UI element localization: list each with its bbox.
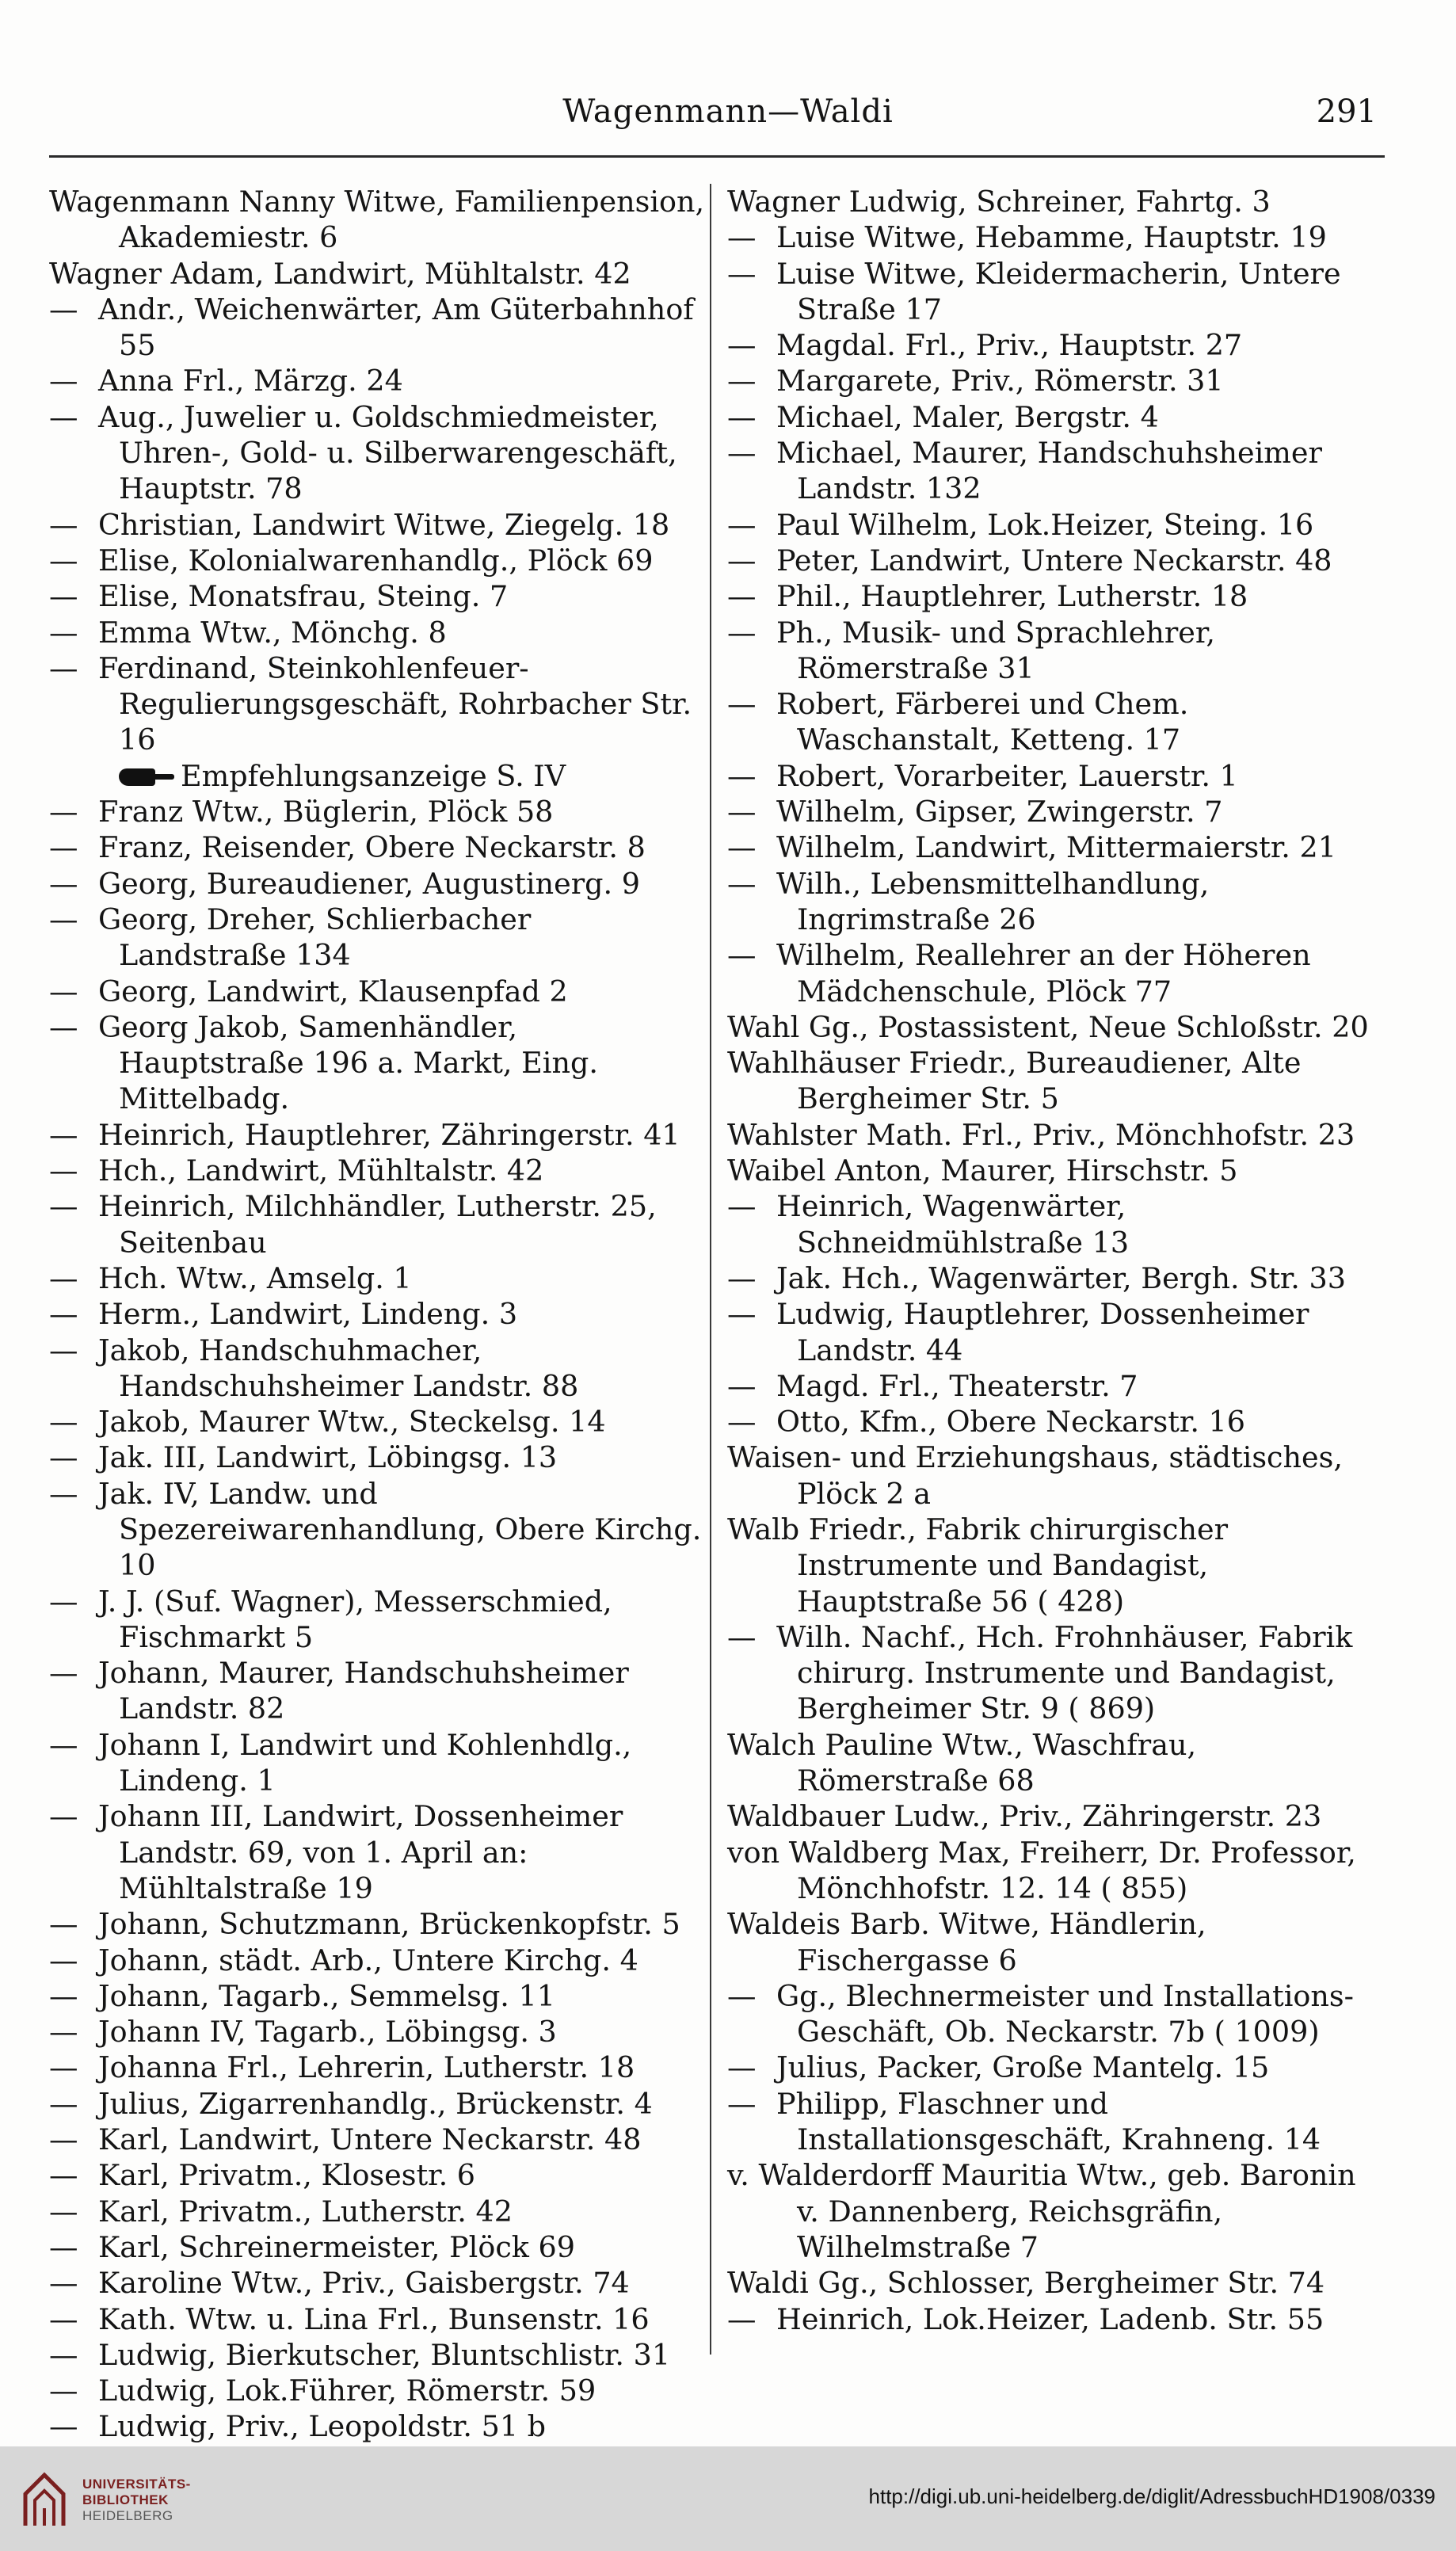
entry-text: Jak. IV, Landw. und Spezereiwarenhandlung, Obere Kirchg. 10 bbox=[98, 1476, 702, 1583]
directory-entry bbox=[727, 1978, 1385, 2050]
directory-entry bbox=[49, 1978, 707, 2014]
repeat-dash: — bbox=[49, 830, 78, 865]
directory-entry bbox=[49, 1906, 707, 1942]
directory-entry bbox=[49, 1655, 707, 1727]
repeat-dash: — bbox=[727, 220, 757, 255]
entry-text: Anna Frl., Märzg. 24 bbox=[98, 364, 403, 398]
repeat-dash: — bbox=[49, 2194, 78, 2229]
entry-text: Georg Jakob, Samenhändler, Hauptstraße 196 a. Markt, Eing. Mittelbadg. bbox=[98, 1009, 598, 1116]
library-logo-text bbox=[82, 2477, 191, 2524]
entry-text: Margarete, Priv., Römerstr. 31 bbox=[776, 364, 1224, 398]
directory-entry bbox=[727, 327, 1385, 363]
repeat-dash: — bbox=[727, 1405, 757, 1439]
entry-text: Jak. Hch., Wagenwärter, Bergh. Str. 33 bbox=[776, 1260, 1346, 1295]
directory-entry bbox=[727, 1296, 1385, 1368]
repeat-dash: — bbox=[49, 1476, 78, 1511]
repeat-dash: — bbox=[49, 2158, 78, 2193]
directory-entry bbox=[49, 794, 707, 829]
directory-entry bbox=[49, 507, 707, 543]
repeat-dash: — bbox=[727, 579, 757, 614]
directory-entry bbox=[49, 1727, 707, 1799]
repeat-dash: — bbox=[727, 2086, 757, 2121]
repeat-dash: — bbox=[49, 1799, 78, 1834]
directory-entry bbox=[49, 2301, 707, 2337]
directory-entry bbox=[49, 256, 707, 292]
entry-text: Michael, Maler, Bergstr. 4 bbox=[776, 399, 1159, 434]
repeat-dash: — bbox=[49, 2374, 78, 2408]
directory-entry bbox=[727, 1906, 1385, 1978]
entry-text: Karl, Landwirt, Untere Neckarstr. 48 bbox=[98, 2122, 642, 2157]
repeat-dash: — bbox=[727, 364, 757, 398]
entry-text: Heinrich, Lok.Heizer, Ladenb. Str. 55 bbox=[776, 2301, 1325, 2336]
directory-entry bbox=[49, 578, 707, 614]
entry-text: Christian, Landwirt Witwe, Ziegelg. 18 bbox=[98, 507, 670, 542]
repeat-dash: — bbox=[49, 292, 78, 326]
directory-entry bbox=[727, 578, 1385, 614]
repeat-dash: — bbox=[49, 2337, 78, 2372]
directory-entry bbox=[49, 1798, 707, 1906]
repeat-dash: — bbox=[49, 2301, 78, 2336]
entry-text: Gg., Blechnermeister und Installations-Geschäft, Ob. Neckarstr. 7b ( 1009) bbox=[776, 1978, 1354, 2050]
entry-text: Waisen- und Erziehungshaus, städtisches, Plöck 2 a bbox=[727, 1440, 1343, 1511]
repeat-dash: — bbox=[49, 1117, 78, 1152]
directory-entry bbox=[49, 1153, 707, 1188]
repeat-dash: — bbox=[727, 436, 757, 471]
directory-entry bbox=[49, 2229, 707, 2265]
entry-text: Michael, Maurer, Handschuhsheimer Landstr. 132 bbox=[776, 436, 1322, 506]
directory-entry bbox=[727, 1512, 1385, 1619]
directory-entry bbox=[49, 615, 707, 650]
logo-line-3: HEIDELBERG bbox=[82, 2508, 173, 2523]
repeat-dash: — bbox=[727, 866, 757, 901]
library-logo-icon bbox=[19, 2470, 70, 2530]
entry-text: Wagner Adam, Landwirt, Mühltalstr. 42 bbox=[49, 256, 631, 291]
logo-line-1: UNIVERSITÄTS- bbox=[82, 2477, 191, 2492]
reference-note bbox=[49, 758, 707, 794]
repeat-dash: — bbox=[727, 795, 757, 829]
repeat-dash: — bbox=[49, 2015, 78, 2050]
repeat-dash: — bbox=[49, 1584, 78, 1619]
repeat-dash: — bbox=[49, 1943, 78, 1977]
left-column bbox=[49, 184, 707, 2445]
repeat-dash: — bbox=[727, 399, 757, 434]
directory-entry bbox=[49, 2122, 707, 2157]
entry-text: Walb Friedr., Fabrik chirurgischer Instrumente und Bandagist, Hauptstraße 56 ( 428) bbox=[727, 1512, 1229, 1619]
directory-entry bbox=[49, 2337, 707, 2373]
entry-text: Julius, Packer, Große Mantelg. 15 bbox=[776, 2050, 1270, 2085]
directory-entry bbox=[49, 363, 707, 398]
entry-text: Hch. Wtw., Amselg. 1 bbox=[98, 1260, 412, 1295]
directory-entry bbox=[727, 2086, 1385, 2158]
entry-text: Robert, Färberei und Chem. Waschanstalt, Ketteng. 17 bbox=[776, 687, 1189, 757]
repeat-dash: — bbox=[727, 758, 757, 793]
directory-entry bbox=[49, 1943, 707, 1978]
entry-text: Johann, Maurer, Handschuhsheimer Landstr. 82 bbox=[98, 1656, 629, 1726]
entry-text: Phil., Hauptlehrer, Lutherstr. 18 bbox=[776, 579, 1248, 614]
entry-text: Franz Wtw., Büglerin, Plöck 58 bbox=[98, 795, 554, 829]
directory-entry bbox=[727, 1188, 1385, 1260]
repeat-dash: — bbox=[727, 507, 757, 542]
directory-entry bbox=[49, 2086, 707, 2122]
directory-entry bbox=[727, 1045, 1385, 1117]
directory-entry bbox=[49, 2157, 707, 2193]
entry-text: Aug., Juwelier u. Goldschmiedmeister, Uhren-, Gold- u. Silberwarengeschäft, Hauptstr. 78 bbox=[98, 399, 677, 506]
directory-entry bbox=[727, 2265, 1385, 2301]
directory-entry bbox=[727, 1835, 1385, 1907]
entry-text: Julius, Zigarrenhandlg., Brückenstr. 4 bbox=[98, 2086, 653, 2121]
directory-entry bbox=[49, 1188, 707, 1260]
entry-text: Wagenmann Nanny Witwe, Familienpension, Akademiestr. 6 bbox=[49, 185, 705, 255]
repeat-dash: — bbox=[49, 579, 78, 614]
directory-entry bbox=[49, 292, 707, 364]
entry-text: Franz, Reisender, Obere Neckarstr. 8 bbox=[98, 830, 646, 865]
directory-entry bbox=[727, 2157, 1385, 2265]
repeat-dash: — bbox=[49, 2122, 78, 2157]
directory-entry bbox=[727, 543, 1385, 578]
repeat-dash: — bbox=[49, 507, 78, 542]
entry-text: Wilhelm, Gipser, Zwingerstr. 7 bbox=[776, 795, 1223, 829]
footer-bar bbox=[0, 2446, 1456, 2551]
directory-entry bbox=[727, 507, 1385, 543]
entry-text: Wahl Gg., Postassistent, Neue Schloßstr. 20 bbox=[727, 1009, 1369, 1044]
directory-entry bbox=[49, 902, 707, 974]
entry-text: Waldi Gg., Schlosser, Bergheimer Str. 74 bbox=[727, 2266, 1325, 2301]
repeat-dash: — bbox=[49, 866, 78, 901]
directory-entry bbox=[49, 2408, 707, 2444]
entry-text: Ludwig, Lok.Führer, Römerstr. 59 bbox=[98, 2374, 597, 2408]
repeat-dash: — bbox=[727, 1260, 757, 1295]
repeat-dash: — bbox=[727, 1619, 757, 1654]
entry-text: Elise, Kolonialwarenhandlg., Plöck 69 bbox=[98, 543, 654, 578]
logo-line-2: BIBLIOTHEK bbox=[82, 2492, 169, 2507]
entry-text: v. Walderdorff Mauritia Wtw., geb. Baronin v. Dannenberg, Reichsgräfin, Wilhelmstraße 7 bbox=[727, 2158, 1356, 2264]
entry-text: Hch., Landwirt, Mühltalstr. 42 bbox=[98, 1153, 544, 1188]
entry-text: Johann IV, Tagarb., Löbingsg. 3 bbox=[98, 2015, 557, 2050]
directory-entry bbox=[727, 2301, 1385, 2337]
entry-text: Karl, Privatm., Lutherstr. 42 bbox=[98, 2194, 513, 2229]
repeat-dash: — bbox=[49, 1153, 78, 1188]
entry-text: Johann I, Landwirt und Kohlenhdlg., Lindeng. 1 bbox=[98, 1727, 632, 1798]
pointing-hand-icon bbox=[119, 764, 174, 789]
entry-text: Luise Witwe, Kleidermacherin, Untere Straße 17 bbox=[776, 256, 1341, 326]
entry-text: Herm., Landwirt, Lindeng. 3 bbox=[98, 1297, 518, 1332]
entry-text: Georg, Landwirt, Klausenpfad 2 bbox=[98, 974, 568, 1009]
entry-text: Jak. III, Landwirt, Löbingsg. 13 bbox=[98, 1440, 558, 1475]
directory-entry bbox=[49, 1296, 707, 1332]
entry-text: Wilh., Lebensmittelhandlung, Ingrimstraße 26 bbox=[776, 866, 1210, 936]
column-divider bbox=[710, 184, 711, 2355]
repeat-dash: — bbox=[49, 1978, 78, 2013]
repeat-dash: — bbox=[49, 1727, 78, 1762]
entry-text: Waldeis Barb. Witwe, Händlerin, Fischergasse 6 bbox=[727, 1907, 1206, 1977]
entry-text: Georg, Bureaudiener, Augustinerg. 9 bbox=[98, 866, 640, 901]
entry-text: Heinrich, Hauptlehrer, Zähringerstr. 41 bbox=[98, 1117, 680, 1152]
repeat-dash: — bbox=[49, 1333, 78, 1367]
repeat-dash: — bbox=[727, 543, 757, 578]
directory-entry bbox=[727, 399, 1385, 435]
directory-entry bbox=[49, 2373, 707, 2408]
entry-text: Elise, Monatsfrau, Steing. 7 bbox=[98, 579, 509, 614]
entry-text: Jakob, Handschuhmacher, Handschuhsheimer Landstr. 88 bbox=[98, 1333, 579, 1403]
entry-text: von Waldberg Max, Freiherr, Dr. Professor, Mönchhofstr. 12. 14 ( 855) bbox=[727, 1835, 1356, 1905]
repeat-dash: — bbox=[49, 795, 78, 829]
entry-text: Magd. Frl., Theaterstr. 7 bbox=[776, 1368, 1138, 1403]
repeat-dash: — bbox=[49, 2409, 78, 2444]
directory-entry bbox=[727, 758, 1385, 794]
directory-entry bbox=[727, 1117, 1385, 1153]
repeat-dash: — bbox=[727, 328, 757, 363]
repeat-dash: — bbox=[49, 650, 78, 685]
directory-entry bbox=[49, 1260, 707, 1296]
entry-text: Empfehlungsanzeige S. IV bbox=[181, 758, 566, 793]
entry-text: Luise Witwe, Hebamme, Hauptstr. 19 bbox=[776, 220, 1327, 255]
entry-text: Heinrich, Wagenwärter, Schneidmühlstraße 13 bbox=[776, 1189, 1130, 1260]
entry-text: Wilh. Nachf., Hch. Frohnhäuser, Fabrik chirurg. Instrumente und Bandagist, Bergheimer Str. 9 ( 869) bbox=[776, 1619, 1353, 1726]
repeat-dash: — bbox=[49, 364, 78, 398]
entry-text: Robert, Vorarbeiter, Lauerstr. 1 bbox=[776, 758, 1238, 793]
directory-entry bbox=[727, 184, 1385, 219]
directory-entry bbox=[727, 1727, 1385, 1799]
entry-text: Andr., Weichenwärter, Am Güterbahnhof 55 bbox=[98, 292, 694, 363]
entry-text: Wilhelm, Reallehrer an der Höheren Mädchenschule, Plöck 77 bbox=[776, 938, 1311, 1009]
entry-text: Wahlster Math. Frl., Priv., Mönchhofstr. 23 bbox=[727, 1117, 1355, 1152]
entry-text: J. J. (Suf. Wagner), Messerschmied, Fischmarkt 5 bbox=[98, 1584, 612, 1654]
directory-entry bbox=[727, 686, 1385, 758]
entry-text: Johann, städt. Arb., Untere Kirchg. 4 bbox=[98, 1943, 638, 1977]
directory-entry bbox=[727, 615, 1385, 687]
repeat-dash: — bbox=[727, 1978, 757, 2013]
directory-entry bbox=[727, 866, 1385, 938]
directory-entry bbox=[49, 650, 707, 758]
right-column bbox=[727, 184, 1385, 2337]
entry-text: Ferdinand, Steinkohlenfeuer-Regulierungsgeschäft, Rohrbacher Str. 16 bbox=[98, 650, 692, 757]
repeat-dash: — bbox=[727, 1368, 757, 1403]
entry-text: Philipp, Flaschner und Installationsgeschäft, Krahneng. 14 bbox=[776, 2086, 1321, 2157]
directory-entry bbox=[49, 2265, 707, 2301]
entry-text: Heinrich, Milchhändler, Lutherstr. 25, Seitenbau bbox=[98, 1189, 657, 1260]
repeat-dash: — bbox=[49, 2229, 78, 2264]
page-number: 291 bbox=[1316, 93, 1377, 130]
entry-text: Wagner Ludwig, Schreiner, Fahrtg. 3 bbox=[727, 185, 1271, 219]
repeat-dash: — bbox=[727, 2050, 757, 2085]
entry-text: Ludwig, Priv., Leopoldstr. 51 b bbox=[98, 2409, 547, 2444]
repeat-dash: — bbox=[727, 830, 757, 865]
repeat-dash: — bbox=[727, 1189, 757, 1224]
repeat-dash: — bbox=[49, 2086, 78, 2121]
directory-entry bbox=[727, 1009, 1385, 1045]
directory-entry bbox=[727, 1260, 1385, 1296]
entry-text: Karl, Privatm., Klosestr. 6 bbox=[98, 2158, 476, 2193]
source-url[interactable]: http://digi.ub.uni-heidelberg.de/diglit/AdressbuchHD1908/0339 bbox=[868, 2484, 1435, 2508]
directory-entry bbox=[727, 2050, 1385, 2085]
entry-text: Johanna Frl., Lehrerin, Lutherstr. 18 bbox=[98, 2050, 635, 2085]
entry-text: Johann, Schutzmann, Brückenkopfstr. 5 bbox=[98, 1907, 680, 1942]
repeat-dash: — bbox=[49, 1297, 78, 1332]
directory-entry bbox=[49, 399, 707, 507]
directory-entry bbox=[727, 1619, 1385, 1727]
repeat-dash: — bbox=[49, 1189, 78, 1224]
entry-text: Wahlhäuser Friedr., Bureaudiener, Alte Bergheimer Str. 5 bbox=[727, 1046, 1302, 1116]
entry-text: Johann III, Landwirt, Dossenheimer Landstr. 69, von 1. April an: Mühltalstraße 19 bbox=[98, 1799, 623, 1905]
repeat-dash: — bbox=[49, 615, 78, 650]
entry-text: Karoline Wtw., Priv., Gaisbergstr. 74 bbox=[98, 2266, 630, 2301]
repeat-dash: — bbox=[49, 2050, 78, 2085]
directory-entry bbox=[727, 1798, 1385, 1834]
directory-entry bbox=[49, 1476, 707, 1584]
directory-entry bbox=[49, 184, 707, 256]
directory-entry bbox=[49, 2194, 707, 2229]
entry-text: Waldbauer Ludw., Priv., Zähringerstr. 23 bbox=[727, 1799, 1322, 1834]
repeat-dash: — bbox=[49, 1260, 78, 1295]
directory-entry bbox=[49, 1117, 707, 1153]
directory-entry bbox=[49, 1439, 707, 1475]
directory-entry bbox=[727, 1439, 1385, 1512]
repeat-dash: — bbox=[49, 1440, 78, 1475]
directory-entry bbox=[727, 794, 1385, 829]
directory-entry bbox=[727, 219, 1385, 255]
directory-entry bbox=[49, 866, 707, 902]
entry-text: Walch Pauline Wtw., Waschfrau, Römerstraße 68 bbox=[727, 1727, 1197, 1798]
entry-text: Ph., Musik- und Sprachlehrer, Römerstraße 31 bbox=[776, 615, 1215, 685]
repeat-dash: — bbox=[49, 1656, 78, 1691]
directory-entry bbox=[49, 1404, 707, 1439]
header-rule bbox=[49, 155, 1385, 158]
directory-entry bbox=[727, 256, 1385, 328]
entry-text: Georg, Dreher, Schlierbacher Landstraße 134 bbox=[98, 902, 532, 973]
repeat-dash: — bbox=[727, 1297, 757, 1332]
directory-entry bbox=[49, 1333, 707, 1405]
entry-text: Otto, Kfm., Obere Neckarstr. 16 bbox=[776, 1405, 1245, 1439]
entry-text: Johann, Tagarb., Semmelsg. 11 bbox=[98, 1978, 555, 2013]
entry-text: Paul Wilhelm, Lok.Heizer, Steing. 16 bbox=[776, 507, 1314, 542]
repeat-dash: — bbox=[727, 615, 757, 650]
repeat-dash: — bbox=[727, 938, 757, 973]
repeat-dash: — bbox=[49, 902, 78, 936]
repeat-dash: — bbox=[727, 687, 757, 722]
directory-entry bbox=[727, 363, 1385, 398]
repeat-dash: — bbox=[49, 543, 78, 578]
directory-entry bbox=[727, 1404, 1385, 1439]
directory-entry bbox=[727, 829, 1385, 865]
directory-entry bbox=[49, 2014, 707, 2050]
directory-entry bbox=[49, 543, 707, 578]
repeat-dash: — bbox=[49, 399, 78, 434]
entry-text: Kath. Wtw. u. Lina Frl., Bunsenstr. 16 bbox=[98, 2301, 650, 2336]
repeat-dash: — bbox=[49, 2266, 78, 2301]
directory-entry bbox=[727, 435, 1385, 507]
entry-text: Waibel Anton, Maurer, Hirschstr. 5 bbox=[727, 1153, 1238, 1188]
directory-entry bbox=[727, 937, 1385, 1009]
directory-entry bbox=[49, 2050, 707, 2085]
repeat-dash: — bbox=[727, 256, 757, 291]
running-title: Wagenmann—Waldi bbox=[562, 93, 894, 130]
entry-text: Magdal. Frl., Priv., Hauptstr. 27 bbox=[776, 328, 1243, 363]
entry-text: Ludwig, Bierkutscher, Bluntschlistr. 31 bbox=[98, 2337, 671, 2372]
entry-text: Wilhelm, Landwirt, Mittermaierstr. 21 bbox=[776, 830, 1336, 865]
directory-entry bbox=[727, 1153, 1385, 1188]
directory-entry bbox=[727, 1368, 1385, 1404]
directory-entry bbox=[49, 1009, 707, 1117]
repeat-dash: — bbox=[49, 1009, 78, 1044]
directory-entry bbox=[49, 829, 707, 865]
entry-text: Emma Wtw., Mönchg. 8 bbox=[98, 615, 447, 650]
directory-entry bbox=[49, 1584, 707, 1656]
repeat-dash: — bbox=[49, 1405, 78, 1439]
directory-entry bbox=[49, 974, 707, 1009]
entry-text: Karl, Schreinermeister, Plöck 69 bbox=[98, 2229, 575, 2264]
entry-text: Peter, Landwirt, Untere Neckarstr. 48 bbox=[776, 543, 1332, 578]
repeat-dash: — bbox=[49, 974, 78, 1009]
repeat-dash: — bbox=[727, 2301, 757, 2336]
entry-text: Ludwig, Hauptlehrer, Dossenheimer Landstr. 44 bbox=[776, 1297, 1309, 1367]
entry-text: Jakob, Maurer Wtw., Steckelsg. 14 bbox=[98, 1405, 606, 1439]
repeat-dash: — bbox=[49, 1907, 78, 1942]
